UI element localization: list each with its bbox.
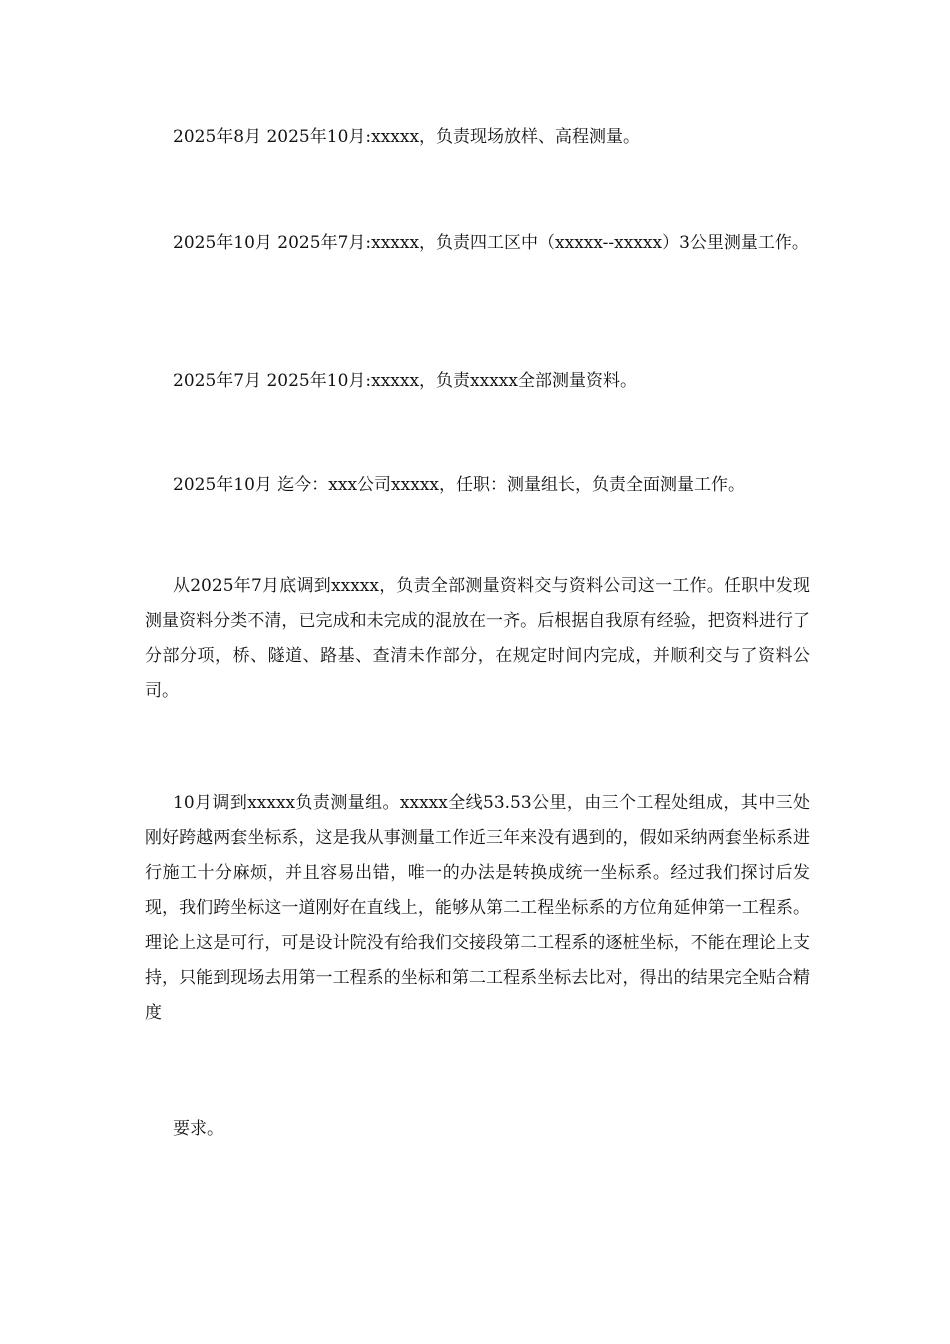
- work-history-paragraph-1: 2025年8月 2025年10月:xxxxx，负责现场放样、高程测量。: [173, 127, 641, 147]
- body-paragraph-data-handover: 从2025年7月底调到xxxxx，负责全部测量资料交与资料公司这一工作。任职中发现测量资料分类不清，已完成和未完成的混放在一齐。后根据自我原有经验，把资料进行了分部分项，桥、隧道、路基、查清未作部分，在规定时间内完成，并顺利交与了资料公司。: [145, 576, 810, 701]
- body-paragraph-continuation: 要求。: [173, 1119, 224, 1139]
- body-paragraph-coordinate-system: 10月调到xxxxx负责测量组。xxxxx全线53.53公里，由三个工程处组成，其中三处刚好跨越两套坐标系，这是我从事测量工作近三年来没有遇到的，假如采纳两套坐标系进行施工十分麻烦，并且容易出错，唯一的办法是转换成统一坐标系。经过我们探讨后发现，我们跨坐标这一道刚好在直线上，能够从第二工程坐标系的方位角延伸第一工程系。理论上这是可行，可是设计院没有给我们交接段第二工程系的逐桩坐标，不能在理论上支持，只能到现场去用第一工程系的坐标和第二工程系坐标去比对，得出的结果完全贴合精度: [145, 793, 810, 1023]
- work-history-paragraph-3: 2025年7月 2025年10月:xxxxx，负责xxxxx全部测量资料。: [173, 371, 637, 391]
- work-history-paragraph-4: 2025年10月 迄今：xxx公司xxxxx，任职：测量组长，负责全面测量工作。: [173, 475, 745, 495]
- work-history-paragraph-2: 2025年10月 2025年7月:xxxxx，负责四工区中（xxxxx--xxxxx）3公里测量工作。: [173, 233, 809, 253]
